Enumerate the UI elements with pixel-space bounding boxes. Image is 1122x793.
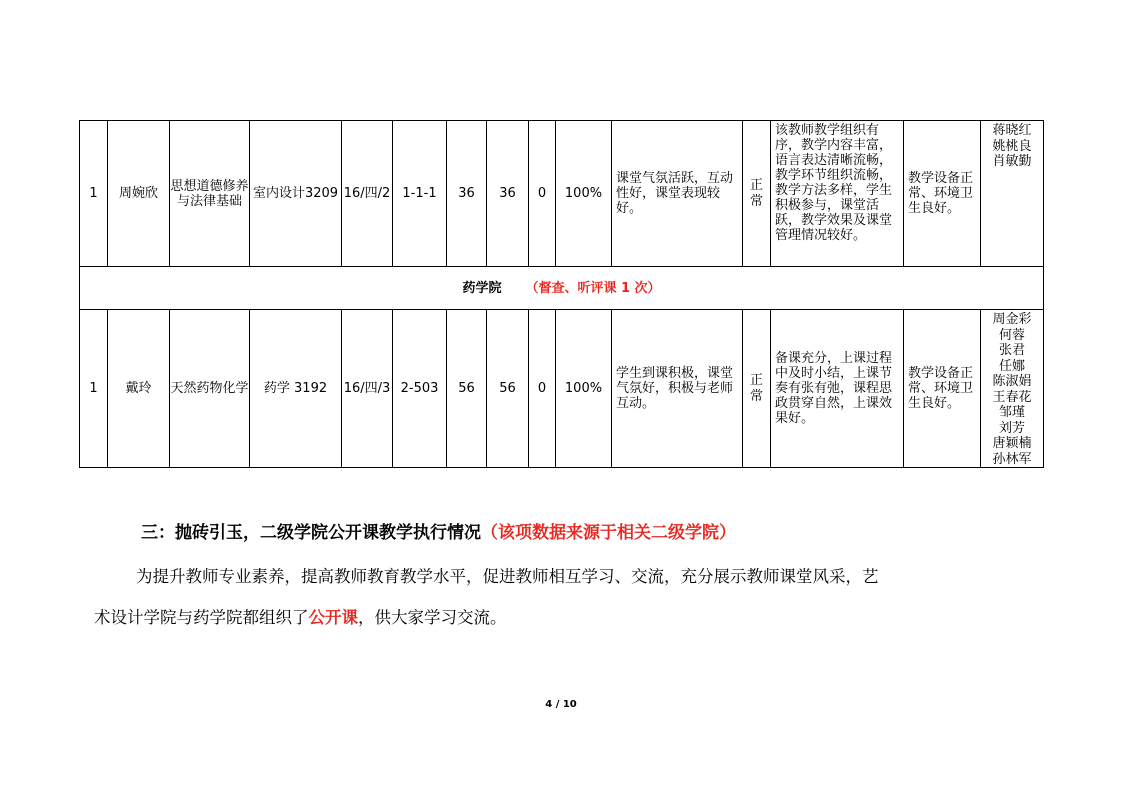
teaching-comment: 该教师教学组织有序，教学内容丰富，语言表达清晰流畅，教学环节组织流畅，教学方法多样，学生积极参与，课堂活跃，教学效果及课堂管理情况较好。	[771, 121, 904, 267]
table-row	[80, 121, 1044, 267]
class-name: 药学 3192	[250, 310, 342, 468]
row-number: 1	[80, 121, 108, 267]
inspector-name: 姚桃良	[992, 138, 1032, 154]
environment-note: 教学设备正常、环境卫生良好。	[904, 121, 981, 267]
inspector-name: 唐颖楠	[992, 436, 1032, 451]
section-header-row	[80, 267, 1044, 310]
inspection-table	[79, 120, 1044, 468]
environment-note: 教学设备正常、环境卫生良好。	[904, 310, 981, 468]
actual-count: 56	[487, 310, 529, 468]
actual-count: 36	[487, 121, 529, 267]
classroom: 2-503	[393, 310, 447, 468]
inspector-name: 任娜	[998, 358, 1025, 374]
course-name: 思想道德修养与法律基础	[170, 121, 250, 267]
absent-count: 0	[529, 310, 556, 468]
status-cell	[743, 310, 771, 468]
attendance-rate: 100%	[556, 121, 612, 267]
paragraph-text: ，供大家学习交流。	[358, 608, 507, 627]
absent-count: 0	[529, 121, 556, 267]
section-name: 药学院	[462, 280, 502, 296]
section-note: （督查、听评课 1 次）	[525, 280, 661, 296]
inspector-name: 张君	[998, 343, 1025, 358]
open-class-highlight: 公开课	[308, 608, 358, 627]
week-session: 16/四/3	[342, 310, 393, 468]
heading-main: 三：抛砖引玉，二级学院公开课教学执行情况	[141, 523, 481, 543]
row-number: 1	[80, 310, 108, 468]
teacher-name: 周婉欣	[108, 121, 170, 267]
class-name: 室内设计3209	[250, 121, 342, 267]
expected-count: 56	[447, 310, 487, 468]
inspector-name: 何蓉	[998, 327, 1025, 343]
inspector-name: 刘芳	[998, 420, 1025, 436]
status-cell	[743, 121, 771, 267]
inspector-name: 蒋晓红	[992, 123, 1032, 138]
status-text: 正常	[749, 372, 763, 404]
table-row	[80, 310, 1044, 468]
attendance-rate: 100%	[556, 310, 612, 468]
inspector-list	[981, 121, 1044, 267]
inspector-name: 周金彩	[992, 312, 1032, 327]
paragraph-text: 术设计学院与药学院都组织了	[94, 608, 309, 627]
inspector-name: 邹瑾	[998, 405, 1025, 420]
expected-count: 36	[447, 121, 487, 267]
classroom-atmosphere: 学生到课积极，课堂气氛好，积极与老师互动。	[612, 310, 743, 468]
inspector-name: 王春花	[992, 389, 1032, 405]
section-header	[80, 267, 1044, 310]
classroom: 1-1-1	[393, 121, 447, 267]
status-text: 正常	[749, 177, 763, 209]
paragraph-line-2	[94, 604, 1029, 628]
inspector-list	[981, 310, 1044, 468]
inspector-name: 肖敏勤	[992, 154, 1032, 169]
paragraph-line-1: 为提升教师专业素养，提高教师教育教学水平，促进教师相互学习、交流，充分展示教师课堂风采，艺	[136, 567, 879, 586]
inspector-name: 孙林军	[992, 451, 1032, 467]
course-name: 天然药物化学	[170, 310, 250, 468]
section-heading	[141, 518, 736, 543]
teacher-name: 戴玲	[108, 310, 170, 468]
heading-note: （该项数据来源于相关二级学院）	[481, 523, 736, 543]
classroom-atmosphere: 课堂气氛活跃，互动性好，课堂表现较好。	[612, 121, 743, 267]
week-session: 16/四/2	[342, 121, 393, 267]
teaching-comment: 备课充分，上课过程中及时小结，上课节奏有张有弛，课程思政贯穿自然，上课效果好。	[771, 310, 904, 468]
page-number: 4 / 10	[545, 699, 577, 710]
inspector-name: 陈淑娟	[992, 374, 1032, 389]
